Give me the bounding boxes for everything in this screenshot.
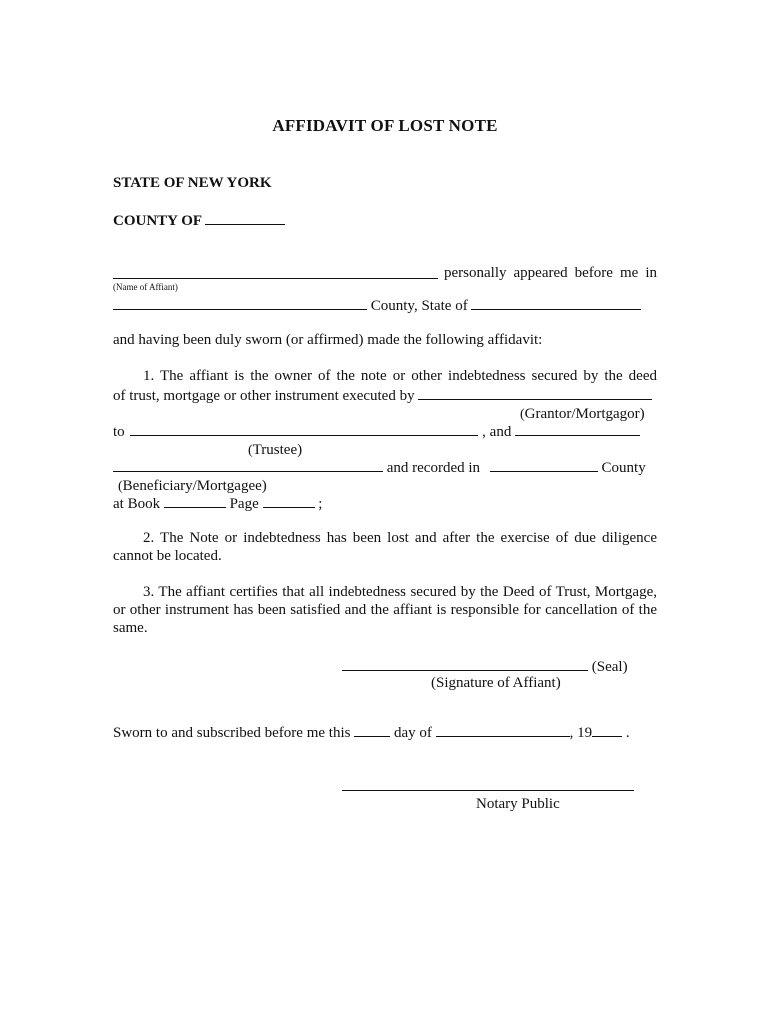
notary-signature-line[interactable] xyxy=(342,790,634,791)
signature-label: (Signature of Affiant) xyxy=(431,675,561,691)
affiant-state-blank[interactable] xyxy=(471,295,641,310)
beneficiary-label: (Beneficiary/Mortgagee) xyxy=(118,478,267,494)
para2-text: 2. The Note or indebtedness has been lost and after the exercise of due diligence cannot be located. xyxy=(113,530,657,564)
recorded-line xyxy=(113,457,646,477)
to-line xyxy=(113,421,640,441)
para1-line2-text: of trust, mortgage or other instrument executed by xyxy=(113,388,415,404)
para2 xyxy=(113,529,657,565)
sworn-intro: and having been duly sworn (or affirmed) made the following affidavit: xyxy=(113,332,543,348)
para1-line1 xyxy=(113,367,657,385)
state-heading: STATE OF NEW YORK xyxy=(113,175,272,191)
to-label: to xyxy=(113,424,125,440)
signature-blank[interactable] xyxy=(342,656,588,671)
executed-by-blank[interactable] xyxy=(418,385,652,400)
year-prefix: , 19 xyxy=(569,725,593,741)
county-state-text: County, State of xyxy=(370,298,468,314)
document-title: AFFIDAVIT OF LOST NOTE xyxy=(272,116,498,135)
recorded-county-blank[interactable] xyxy=(490,457,598,472)
seal-label: (Seal) xyxy=(591,659,628,675)
notary-public-label: Notary Public xyxy=(476,796,560,812)
county-label: COUNTY OF xyxy=(113,213,202,229)
grantor-label: (Grantor/Mortgagor) xyxy=(520,406,645,422)
county-word: County xyxy=(601,460,646,476)
para3-text: 3. The affiant certifies that all indebtedness secured by the Deed of Trust, Mortgage, or other instrument has been satisfied and the affiant is responsible for cancellation of the same. xyxy=(113,584,657,636)
beneficiary-blank-2[interactable] xyxy=(113,457,383,472)
trustee-blank[interactable] xyxy=(130,421,478,436)
trustee-label: (Trustee) xyxy=(248,442,303,458)
recorded-text: and recorded in xyxy=(386,460,481,476)
sworn-to-text: Sworn to and subscribed before me this xyxy=(113,725,351,741)
county-heading xyxy=(113,210,285,230)
semicolon: ; xyxy=(318,496,323,512)
appeared-text: personally appeared before me in xyxy=(444,265,657,281)
page-label: Page xyxy=(229,496,259,512)
and-label: , and xyxy=(482,424,512,440)
day-blank[interactable] xyxy=(354,722,390,737)
para3 xyxy=(113,583,657,637)
sworn-period: . xyxy=(625,725,630,741)
para1-line1-text: 1. The affiant is the owner of the note or other indebtedness secured by the deed xyxy=(143,368,657,384)
county-blank[interactable] xyxy=(205,210,285,225)
book-page-line xyxy=(113,493,322,513)
para1-line2 xyxy=(113,385,652,405)
year-blank[interactable] xyxy=(592,722,622,737)
at-book-label: at Book xyxy=(113,496,161,512)
beneficiary-blank-1[interactable] xyxy=(515,421,640,436)
affiant-county-blank[interactable] xyxy=(113,295,367,310)
book-blank[interactable] xyxy=(164,493,226,508)
signature-line xyxy=(342,656,628,676)
day-of-text: day of xyxy=(393,725,432,741)
page-blank[interactable] xyxy=(263,493,315,508)
affiant-name-blank[interactable] xyxy=(113,264,438,279)
month-blank[interactable] xyxy=(436,722,570,737)
sworn-line xyxy=(113,722,630,742)
name-of-affiant-label: (Name of Affiant) xyxy=(113,282,178,292)
county-state-line xyxy=(113,295,641,315)
affiant-line xyxy=(113,264,438,284)
